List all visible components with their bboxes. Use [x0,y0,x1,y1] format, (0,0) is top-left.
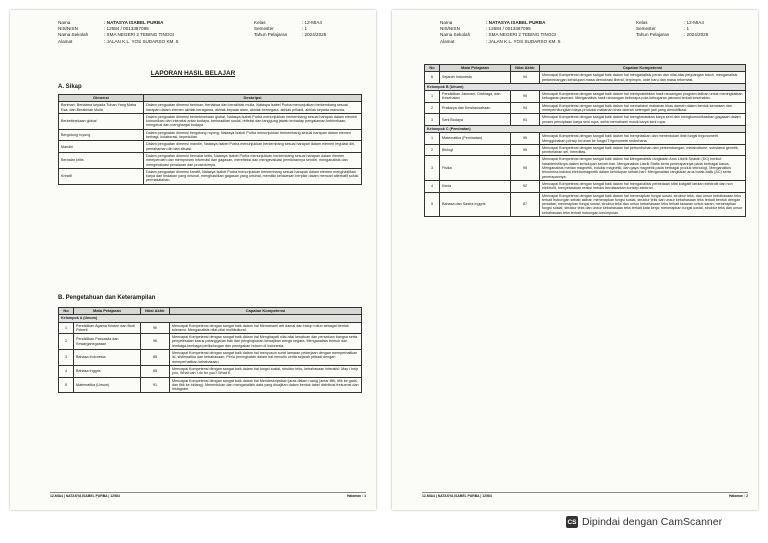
student-header [440,20,740,45]
sikap-deskripsi: Dalam penguatan dimensi beriman, bertakwa dan berakhlak mulia, Natasya Isabel Purba menunjukkan berkembang sesuai harapan dalam elemen akhlak beragama, akhlak kepada alam, akhlak bernegara, akhlak pribadi, akhlak kepada manusia. [144,102,362,114]
mapel-header: Mata Pelajaran [74,308,141,315]
sikap-deskripsi: Dalam penguatan dimensi mandiri, Natasya Isabel Purba menunjukkan berkembang sesuai harapan dalam elemen regulasi diri, pemahaman diri dan situasi. [144,141,362,153]
sikap-deskripsi: Dalam penguatan dimensi berkebinekaan global, Natasya Isabel Purba menunjukkan berkembang sesuai harapan dalam elemen komunikasi dan interaksi antar budaya, berkeadilan sosial, refleksi dan tanggung jawab terhadap pengalaman kebinekaan, mengenal dan menghargai budaya. [144,113,362,129]
row-capaian: Mencapai Kompetensi dengan sangat baik dalam hal fungsi sosial, struktur teks, kebahasaan interaksi: May I help you, What can I do for you? What if. [170,365,362,377]
row-no: 5 [425,192,440,216]
alamat-label: Alamat [58,38,73,44]
group-b: Kelompok B (Umum) [425,83,746,90]
table-row [59,377,362,393]
sekolah-value: : SMA NEGERI 2 TEBING TINGGI [104,32,175,38]
row-mapel: Pendidikan Jasmani, Olahraga, dan Kesehatan [440,91,511,103]
table-row [59,365,362,377]
row-nilai: 85 [141,365,170,377]
nilai-table-page1 [58,307,362,393]
sekolah-label: Nama Sekolah [58,32,89,38]
nilai-header: Nilai Akhir [511,65,540,72]
capaian-header: Capaian Kompetensi [170,308,362,315]
row-nilai: 87 [511,192,540,216]
nis-label: NIS/NISN [440,26,460,32]
sekolah-value: : SMA NEGERI 2 TEBING TINGGI [486,32,557,38]
semester-label: Semester [254,26,274,32]
row-mapel: Sejarah Indonesia [440,72,511,84]
sikap-heading: A. Sikap [58,84,82,90]
camscanner-text: Dipindai dengan CamScanner [582,516,723,528]
row-nilai: 95 [511,133,540,145]
nama-value: : NATASYA ISABEL PURBA [104,20,164,25]
page-number: Halaman : 2 [728,494,748,498]
sikap-row [59,168,362,184]
table-row [59,350,362,366]
student-header [58,20,358,45]
row-capaian: Mencapai Kompetensi dengan sangat baik dalam hal memahami makanan khas daerah dalam bentuk kemasan dan memperhitungkan biaya produksi makanan khas daerah setengah jadi yang dimodifikasi. [540,102,746,114]
capaian-header: Capaian Kompetensi [540,65,746,72]
row-mapel: Bahasa Inggris [74,365,141,377]
row-nilai: 91 [141,377,170,393]
sikap-dimensi: Berkebinekaan global [59,113,144,129]
tahun-label: Tahun Pelajaran [636,32,670,38]
kelas-value: : 12-MIA4 [684,20,704,25]
row-no: 1 [59,322,74,334]
camscanner-logo-icon: CS [566,516,578,528]
row-capaian: Mencapai Kompetensi dengan sangat baik dalam hal Menganalisis rangkaian Arus Listrik Searah (DC) berikut karakteristiknya dalam kehidupan sehari-hari. Menganalisis Listrik Statis serta penerapannya pada berbagai kasus. Menganalisis medan magnetik, induksi magnetik, dan gaya magnetik pada berbagai produk teknologi. Menganalisis fenomena induksi elektromagnetik dalam kehidupan sehari-hari. Menganalisis rangkaian arus bolak-balik (AC) serta penerapannya. [540,156,746,180]
report-page-1 [10,10,376,510]
sikap-row [59,113,362,129]
tahun-label: Tahun Pelajaran [254,32,288,38]
row-no: 4 [59,365,74,377]
row-no: 3 [425,114,440,126]
row-mapel: Pendidikan Agama Kristen dan Budi Pekerti [74,322,141,334]
row-capaian: Mencapai Kompetensi dengan sangat baik dalam hal Memahami arti damai dan hidup rukun sebagai bentuk toleransi. Menganalisis nilai-nilai multikultural. [170,322,362,334]
row-no: 2 [59,334,74,350]
sikap-row [59,129,362,141]
row-no: 1 [425,91,440,103]
row-capaian: Mencapai Kompetensi dengan sangat baik dalam hal mempraktikkan hasil rancangan program latihan untuk meningkatkan kebugaran jasmani. Menganalisis hasil rancangan beberapa pola kebugaran jasmani terkait kesehatan. [540,91,746,103]
row-nilai: 94 [511,72,540,84]
nilai-heading: B. Pengetahuan dan Keterampilan [58,295,156,301]
alamat-value: : JALAN K.L. YOS SUDARSO KM. 5 [104,38,179,44]
table-row [425,102,746,114]
table-row [59,322,362,334]
alamat-value: : JALAN K.L. YOS SUDARSO KM. 5 [486,38,561,44]
row-no: 4 [425,180,440,192]
table-row [425,156,746,180]
sikap-row [59,102,362,114]
row-capaian: Mencapai Kompetensi dengan sangat baik dalam hal menerapkan fungsi sosial, struktur teks, dan unsur kebahasaan teks terkait hubungan sebab akibat; menerapkan fungsi sosial, struktur teks dan unsur kebahasaan teks terkait bentuk dengan pewatas; menerapkan fungsi sosial, struktur teks dan unsur kebahasaan teks terkait tawaran untuk saran; menerapkan fungsi sosial, struktur teks dan unsur kebahasaan teks terkait kata kerja; menerapkan fungsi sosial, struktur teks dan unsur kebahasaan teks terkait hubungan kesimpulan. [540,192,746,216]
table-row [425,72,746,84]
row-capaian: Mencapai Kompetensi dengan sangat baik dalam hal menganalisis peran dan nilai-nilai perjuangan tokoh, menganalisis perkembangan kehidupan masa demokrasi liberal, terpimpin, orde baru dan masa reformasi. [540,72,746,84]
row-nilai: 95 [511,144,540,156]
row-no: 5 [59,377,74,393]
row-mapel: Matematika (Umum) [74,377,141,393]
no-header: No [425,65,440,72]
row-capaian: Mencapai Kompetensi dengan sangat baik dalam hal Mendeskripsikan jarak dalam ruang (antar titik, titik ke garis, dan titik ke bidang). Menentukan dan menganalisis data yang disajikan dalam bentuk tabel distribusi frekuensi dan histogram. [170,377,362,393]
row-mapel: Bahasa dan Sastra Inggris [440,192,511,216]
semester-value: : 1 [302,26,308,32]
row-no: 3 [59,350,74,366]
nis-value: : 12584 / 0013387095 [104,26,149,32]
page-footer [50,492,366,498]
nis-label: NIS/NISN [58,26,78,32]
alamat-label: Alamat [440,38,455,44]
row-mapel: Pendidikan Pancasila dan Kewarganegaraan [74,334,141,350]
row-mapel: Prakarya dan Kewirausahaan [440,102,511,114]
sikap-row [59,141,362,153]
sikap-row [59,152,362,168]
row-mapel: Biologi [440,144,511,156]
row-no: 1 [425,133,440,145]
row-mapel: Matematika (Peminatan) [440,133,511,145]
row-mapel: Kimia [440,180,511,192]
table-row [425,91,746,103]
row-capaian: Mencapai Kompetensi dengan sangat baik dalam hal menganalisis perbedaan sifat koligatif larutan elektrolit dan non elektrolit, menyetarakan reaksi redoks berdasarkan konsep elektron. [540,180,746,192]
row-nilai: 96 [141,334,170,350]
nama-label: Nama [58,20,71,25]
deskripsi-header: Deskripsi [144,95,362,102]
kelas-label: Kelas [254,20,266,25]
table-row [425,114,746,126]
row-nilai: 95 [511,156,540,180]
table-row [59,334,362,350]
sikap-deskripsi: Dalam penguatan dimensi kreatif, Natasya Isabel Purba menunjukkan berkembang sesuai harapan dalam elemen menghasilkan karya dan tindakan yang orisinal, menghasilkan gagasan yang orisinal, memiliki keluwesan berpikir dalam mencari alternatif solusi permasalahan. [144,168,362,184]
sikap-deskripsi: Dalam penguatan dimensi bernalar kritis, Natasya Isabel Purba menunjukkan berkembang sesuai harapan dalam elemen memperoleh dan memproses informasi dan gagasan, merefleksi dan mengevaluasi pemikirannya sendiri, menganalisis dan mengevaluasi penalaran dan prosedurnya. [144,152,362,168]
row-capaian: Mencapai Kompetensi dengan sangat baik dalam hal mengkreasikan karya seni dan mengkomunikasikan gagasan dalam proses penciptaan karya seni rupa, serta memahami musik karya seni rupa. [540,114,746,126]
row-no: 2 [425,144,440,156]
row-mapel: Seni Budaya [440,114,511,126]
sikap-dimensi: Mandiri [59,141,144,153]
page-number: Halaman : 1 [346,494,366,498]
no-header: No [59,308,74,315]
table-row [425,180,746,192]
tahun-value: : 2024/2025 [302,32,327,38]
mapel-header: Mata Pelajaran [440,65,511,72]
row-capaian: Mencapai Kompetensi dengan sangat baik dalam hal pertumbuhan dan perkembangan, metabolisme, substansi genetik, pembelahan sel, hereditas. [540,144,746,156]
semester-label: Semester [636,26,656,32]
nama-label: Nama [440,20,453,25]
nilai-header: Nilai Akhir [141,308,170,315]
report-title: LAPORAN HASIL BELAJAR [150,70,236,77]
sikap-dimensi: Bergotong royong [59,129,144,141]
camscanner-badge [566,516,722,528]
table-row [425,144,746,156]
row-capaian: Mencapai Kompetensi dengan sangat baik dalam hal menjelaskan dan menentukan limit fungsi trigonometri. Menggunakan prinsip turunan ke fungsi Trigonometri sederhana. [540,133,746,145]
table-row [425,192,746,216]
sikap-deskripsi: Dalam penguatan dimensi bergotong royong, Natasya Isabel Purba menunjukkan berkembang sesuai harapan dalam elemen berbagi, kolaborasi, kepedulian. [144,129,362,141]
row-nilai: 94 [511,102,540,114]
footer-student: 12-MIA4 | NATASYA ISABEL PURBA | 12584 [422,494,492,498]
tahun-value: : 2024/2025 [684,32,709,38]
sekolah-label: Nama Sekolah [440,32,471,38]
watermark [10,10,40,510]
group-c: Kelompok C (Peminatan) [425,125,746,132]
row-mapel: Bahasa Indonesia [74,350,141,366]
row-capaian: Mencapai Kompetensi dengan sangat baik dalam hal menyusun surat lamaran pekerjaan dengan memperhatikan isi, sistematika dan kebahasaan. Perlu peningkatan dalam hal menulis cerita sejarah pribadi dengan memperhatikan kebahasaan. [170,350,362,366]
nama-value: : NATASYA ISABEL PURBA [486,20,546,25]
footer-student: 12-MIA4 | NATASYA ISABEL PURBA | 12584 [50,494,120,498]
nis-value: : 12584 / 0013387095 [486,26,531,32]
row-no: 6 [425,72,440,84]
row-mapel: Fisika [440,156,511,180]
group-umum: Kelompok A (Umum) [59,315,362,322]
row-nilai: 93 [511,114,540,126]
row-nilai: 95 [511,91,540,103]
row-no: 2 [425,102,440,114]
kelas-value: : 12-MIA4 [302,20,322,25]
dimensi-header: Dimensi [59,95,144,102]
watermark [392,10,422,510]
row-capaian: Mencapai Kompetensi dengan sangat baik dalam hal Menghayati nilai-nilai kesatuan dan persatuan bangsa serta penyelesaian kasus pelanggaran hak dan pengingkaran kewajiban warga negara. Menganalisis bentuk dan lembaga-lembaga perlindungan dan penegakan hukum di Indonesia. [170,334,362,350]
sikap-dimensi: Kreatif [59,168,144,184]
sikap-dimensi: Beriman, Bertakwa kepada Tuhan Yang Maha Esa, dan Berakhlak Mulia [59,102,144,114]
row-nilai: 90 [141,322,170,334]
kelas-label: Kelas [636,20,648,25]
row-nilai: 85 [141,350,170,366]
table-row [425,133,746,145]
report-page-2 [392,10,758,510]
sikap-table [58,94,362,185]
row-no: 3 [425,156,440,180]
nilai-table-page2 [424,64,746,217]
semester-value: : 1 [684,26,690,32]
sikap-dimensi: Bernalar kritis [59,152,144,168]
page-footer [422,492,748,498]
row-nilai: 92 [511,180,540,192]
